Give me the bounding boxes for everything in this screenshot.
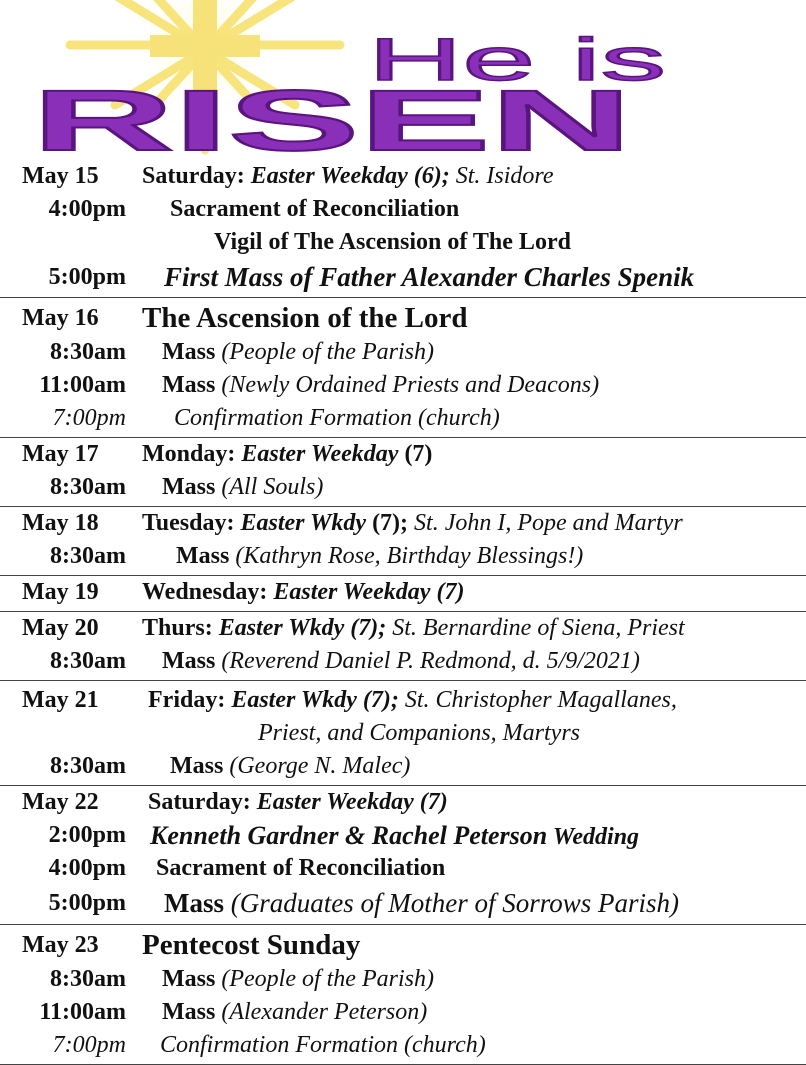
day-name: Saturday: bbox=[142, 163, 245, 189]
event-time: 2:00pm bbox=[48, 822, 126, 848]
mass-intention: (People of the Parish) bbox=[215, 966, 434, 992]
feast-name: Easter Wkdy (7); bbox=[212, 615, 387, 641]
day-name: Thurs: bbox=[142, 615, 213, 641]
date-label: May 19 bbox=[22, 579, 99, 605]
event-time: 8:30am bbox=[50, 339, 126, 365]
feast-name: Easter Weekday (6); bbox=[244, 163, 450, 189]
event-time: 8:30am bbox=[50, 474, 126, 500]
day-block-may-17 bbox=[0, 438, 806, 507]
feast-name: Easter Wkdy bbox=[234, 510, 367, 536]
mass-intention: (George N. Malec) bbox=[223, 753, 411, 779]
event-title: First Mass of Father Alexander Charles Spenik bbox=[164, 262, 695, 292]
mass-intention: (All Souls) bbox=[215, 474, 324, 500]
day-name: Tuesday: bbox=[142, 510, 235, 536]
event-time: 4:00pm bbox=[48, 855, 126, 881]
date-label: May 22 bbox=[22, 789, 99, 815]
day-block-may-21 bbox=[0, 681, 806, 786]
mass-label: Mass bbox=[162, 474, 216, 500]
date-label: May 20 bbox=[22, 615, 99, 641]
day-block-may-18 bbox=[0, 507, 806, 576]
day-block-may-20 bbox=[0, 612, 806, 681]
separator: ; bbox=[400, 510, 409, 536]
mass-intention: (Reverend Daniel P. Redmond, d. 5/9/2021) bbox=[215, 648, 640, 674]
event-time: 5:00pm bbox=[48, 264, 126, 290]
day-block-may-22 bbox=[0, 786, 806, 925]
banner-he-is: He is bbox=[368, 26, 666, 93]
mass-label: Mass bbox=[162, 999, 216, 1025]
feast-week: (7) bbox=[366, 510, 401, 536]
feast-name: Easter Weekday (7) bbox=[250, 789, 448, 815]
wedding-couple: Kenneth Gardner & Rachel Peterson bbox=[150, 821, 548, 850]
mass-label: Mass bbox=[162, 648, 216, 674]
feast-title: Pentecost Sunday bbox=[142, 929, 361, 961]
event-title: Sacrament of Reconciliation bbox=[170, 196, 460, 222]
event-time: 8:30am bbox=[50, 543, 126, 569]
mass-label: Mass bbox=[164, 888, 224, 918]
event-time: 8:30am bbox=[50, 648, 126, 674]
event-time: 4:00pm bbox=[48, 196, 126, 222]
day-block-may-15 bbox=[0, 160, 806, 298]
day-name: Monday: bbox=[142, 441, 236, 467]
mass-schedule bbox=[0, 160, 806, 1065]
vigil-title: Vigil of The Ascension of The Lord bbox=[214, 229, 571, 255]
day-name: Saturday: bbox=[148, 789, 251, 815]
mass-intention: (Newly Ordained Priests and Deacons) bbox=[215, 372, 600, 398]
mass-label: Mass bbox=[170, 753, 224, 779]
date-label: May 15 bbox=[22, 163, 99, 189]
saint-name: St. Christopher Magallanes, bbox=[398, 687, 677, 713]
day-block-may-16 bbox=[0, 298, 806, 438]
feast-week: (7) bbox=[398, 441, 433, 467]
event-time: 7:00pm bbox=[52, 405, 126, 431]
date-label: May 18 bbox=[22, 510, 99, 536]
mass-label: Mass bbox=[162, 339, 216, 365]
date-label: May 16 bbox=[22, 305, 99, 331]
he-is-risen-banner bbox=[0, 0, 806, 160]
feast-name: Easter Weekday (7) bbox=[267, 579, 465, 605]
day-block-may-19 bbox=[0, 576, 806, 612]
wedding-label: Wedding bbox=[547, 824, 640, 850]
date-label: May 17 bbox=[22, 441, 99, 467]
event-title: Sacrament of Reconciliation bbox=[156, 855, 446, 881]
event-time: 8:30am bbox=[50, 966, 126, 992]
saint-name: St. Bernardine of Siena, Priest bbox=[386, 615, 685, 641]
mass-label: Mass bbox=[162, 966, 216, 992]
day-name: Wednesday: bbox=[142, 579, 268, 605]
mass-intention: (Alexander Peterson) bbox=[215, 999, 428, 1025]
feast-title: The Ascension of the Lord bbox=[142, 302, 468, 334]
event-title: Confirmation Formation (church) bbox=[174, 405, 500, 431]
mass-label: Mass bbox=[176, 543, 230, 569]
day-block-may-23 bbox=[0, 925, 806, 1065]
mass-intention: (Graduates of Mother of Sorrows Parish) bbox=[224, 888, 680, 918]
event-time: 11:00am bbox=[39, 372, 126, 398]
saint-name: St. John I, Pope and Martyr bbox=[408, 510, 683, 536]
feast-name: Easter Weekday bbox=[235, 441, 399, 467]
feast-name: Easter Wkdy (7); bbox=[225, 687, 399, 713]
event-time: 11:00am bbox=[39, 999, 126, 1025]
date-label: May 21 bbox=[22, 687, 99, 713]
saint-name-cont: Priest, and Companions, Martyrs bbox=[258, 720, 581, 746]
event-time: 7:00pm bbox=[52, 1032, 126, 1058]
banner-risen: RISEN bbox=[32, 73, 632, 160]
date-label: May 23 bbox=[22, 932, 99, 958]
saint-name: St. Isidore bbox=[449, 163, 554, 189]
mass-intention: (People of the Parish) bbox=[215, 339, 434, 365]
day-name: Friday: bbox=[148, 687, 226, 713]
event-title: Confirmation Formation (church) bbox=[160, 1032, 486, 1058]
mass-intention: (Kathryn Rose, Birthday Blessings!) bbox=[229, 543, 584, 569]
event-time: 5:00pm bbox=[48, 890, 126, 916]
mass-label: Mass bbox=[162, 372, 216, 398]
event-time: 8:30am bbox=[50, 753, 126, 779]
